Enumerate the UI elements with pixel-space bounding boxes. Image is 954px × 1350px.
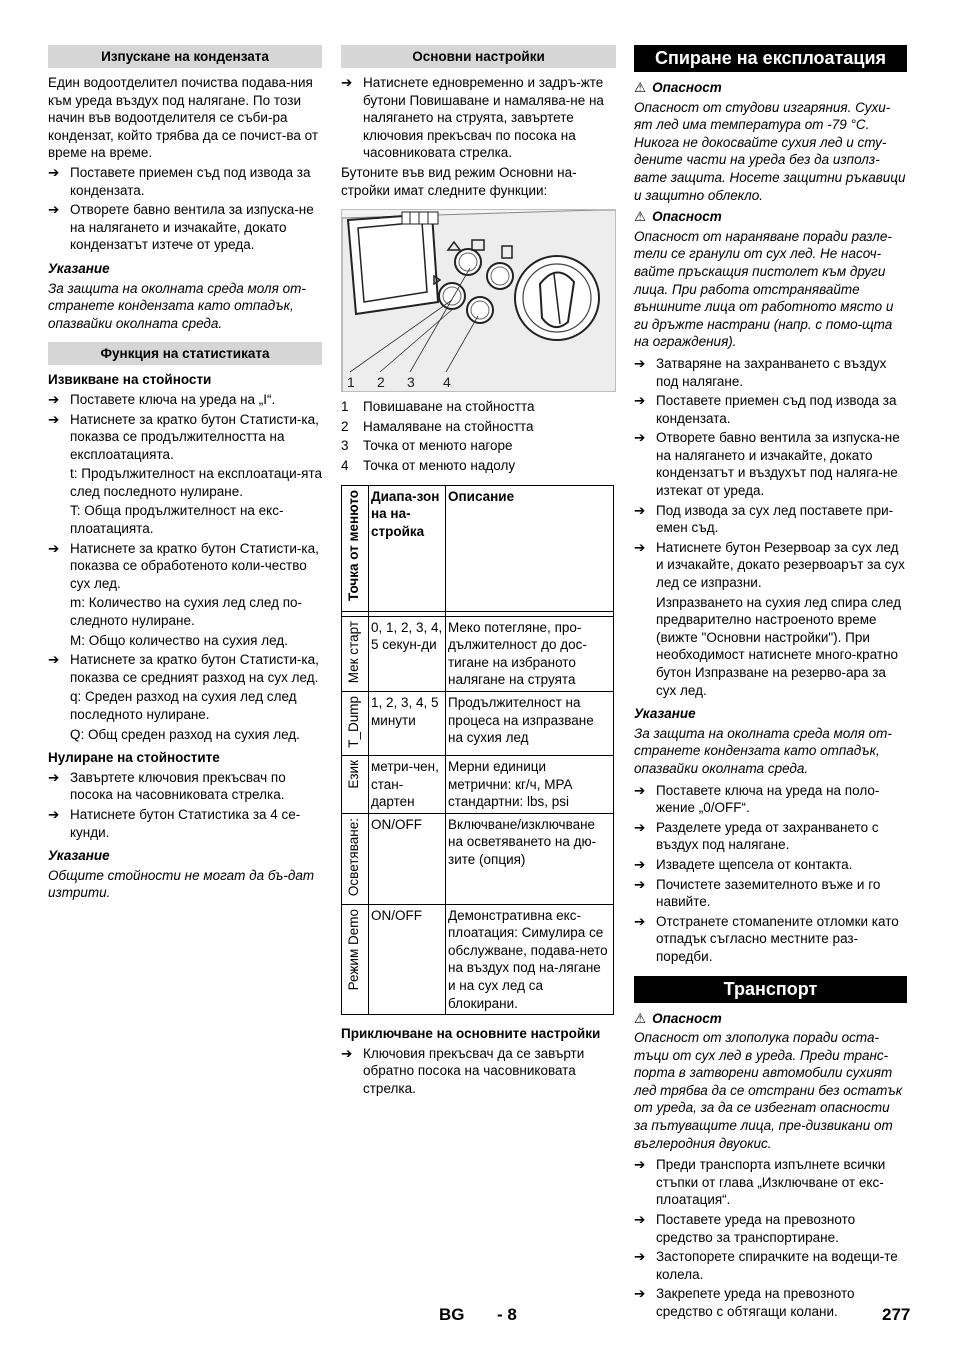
warning-triangle-icon: ⚠ <box>634 80 647 95</box>
value-explanation: Q: Общ среден разход на сухия лед. <box>70 726 300 742</box>
table-header-description: Описание <box>446 485 614 611</box>
legend-text: Точка от менюто нагоре <box>363 438 513 454</box>
value-explanation: M: Общо количество на сухия лед. <box>70 632 288 648</box>
note-title: Указание <box>48 848 110 864</box>
step-text: Почистете заземителното въже и го навийте. <box>656 876 881 910</box>
arrow-icon: ➔ <box>634 502 646 518</box>
callout-4: 4 <box>443 374 451 391</box>
menu-item-cell: Режим Demo <box>342 904 369 1015</box>
column-left <box>48 45 322 906</box>
arrow-icon: ➔ <box>634 1249 646 1265</box>
paragraph-buttons-intro: Бутоните във вид режим Основни на-стройки имат следните функции: <box>341 164 577 198</box>
step-text: Поставете ключа на уреда на „I“. <box>70 391 276 407</box>
arrow-icon: ➔ <box>634 856 646 872</box>
note-text: Общите стойности не могат да бъ-дат изтрити. <box>48 867 315 901</box>
legend-number: 1 <box>341 399 349 415</box>
arrow-icon: ➔ <box>634 1212 646 1228</box>
callout-2: 2 <box>377 374 385 391</box>
step-item <box>48 540 322 593</box>
warning-triangle-icon: ⚠ <box>634 209 647 225</box>
description-cell: Продължителност на процеса на изпразване на сухия лед <box>446 691 614 755</box>
section-heading-condensate: Изпускане на кондензата <box>48 45 322 68</box>
table-header-row <box>342 485 614 611</box>
menu-item-cell: Език <box>342 755 369 813</box>
step-item <box>48 806 322 841</box>
column-right <box>634 45 907 1323</box>
warning-text: Опасност от нараняване поради разле-тели се гранули от сух лед. Не насоч-вайте пръскащия пистолет към други лица. При работа отстранявайте външните лица от работното място и ги дръжте настрани (напр. с помо-щта на ограждения). <box>634 228 894 350</box>
step-text: Отворете бавно вентила за изпуска-не на налягането и изчакайте, докато кондензатът изтече от уреда. <box>70 202 314 253</box>
section-heading-shutdown: Спиране на експлоатация <box>634 45 907 72</box>
legend-text: Точка от менюто надолу <box>363 457 516 473</box>
step-text: Натиснете едновременно и задръ-жте бутони Повишаване и намалява-не на налягането на струята, завъртете ключовия прекъсвач по посока на часовниковата стрелка. <box>363 75 604 161</box>
step-item <box>634 876 907 911</box>
table-row <box>342 813 614 904</box>
arrow-icon: ➔ <box>634 819 646 835</box>
legend-text: Повишаване на стойността <box>363 399 535 415</box>
legend-item <box>341 437 616 455</box>
step-item <box>341 1045 616 1098</box>
note-title: Указание <box>48 260 110 276</box>
step-text: Натиснете бутон Статистика за 4 се-кунди. <box>70 806 301 840</box>
description-cell: Мерни единици метрични: кг/ч, MPA стандартни: lbs, psi <box>446 755 614 813</box>
figure-legend <box>341 398 616 474</box>
step-text: Под извода за сух лед поставете при-емен съд. <box>656 502 894 536</box>
legend-item <box>341 398 616 416</box>
arrow-icon: ➔ <box>634 913 646 929</box>
description-cell: Меко потегляне, про-дължителност до дос-тигане на избраното налягане на струята <box>446 616 614 691</box>
section-heading-basic-settings: Основни настройки <box>341 45 616 68</box>
step-item <box>634 1211 907 1246</box>
menu-item-cell: Осветяване: <box>342 813 369 904</box>
warning-title: ⚠ Опасност <box>634 80 722 95</box>
step-item <box>48 391 322 409</box>
step-text: Натиснете бутон Резервоар за сух лед и изчакайте, докато резервоарът за сух лед се изпразни. <box>656 539 905 591</box>
step-item <box>634 355 907 390</box>
table-header-menu-item: Точка от менюто <box>342 485 369 611</box>
step-text: Отстранете стомanените отломки като отпадък съгласно местните раз-поредби. <box>656 913 899 964</box>
arrow-icon: ➔ <box>634 539 646 555</box>
legend-item <box>341 418 616 436</box>
warning-title: ⚠ Опасност <box>634 209 722 225</box>
subheading-values: Извикване на стойности <box>48 372 212 388</box>
arrow-icon: ➔ <box>48 164 60 180</box>
range-cell: метри-чен, стан-дартен <box>369 755 446 813</box>
legend-number: 3 <box>341 438 349 454</box>
arrow-icon: ➔ <box>341 1045 353 1061</box>
arrow-icon: ➔ <box>634 782 646 798</box>
legend-item <box>341 457 616 475</box>
value-explanation: q: Среден разход на сухия лед след последното нулиране. <box>70 689 297 722</box>
table-row <box>342 616 614 691</box>
arrow-icon: ➔ <box>341 75 353 90</box>
description-cell: Включване/изключване на осветяването на дю-зите (опция) <box>446 813 614 904</box>
table-row <box>342 755 614 813</box>
step-text: Отворете бавно вентила за изпуска-не на налягането и изчакайте, докато кондензатът и въздухът под наляга-не изтекат от уреда. <box>656 430 900 499</box>
step-item <box>48 164 322 199</box>
table-header-range: Диапа-зон на на-стройка <box>369 485 446 611</box>
step-item <box>48 769 322 804</box>
step-text: Натиснете за кратко бутон Статисти-ка, показва се продължителността на експлоатацията. <box>70 411 319 462</box>
arrow-icon: ➔ <box>634 355 646 371</box>
step-text: Поставете ключа на уреда на поло-жение „0/OFF“. <box>656 782 880 816</box>
step-item <box>48 201 322 254</box>
control-panel-figure <box>341 209 616 392</box>
step-text: Ключовия прекъсвач да се завърти обратно посока на часовниковата стрелка. <box>363 1045 585 1097</box>
warning-triangle-icon: ⚠ <box>634 1010 647 1026</box>
control-panel-drawing <box>342 210 616 392</box>
subheading-reset: Нулиране на стойностите <box>48 750 220 766</box>
arrow-icon: ➔ <box>634 430 646 446</box>
arrow-icon: ➔ <box>48 202 60 218</box>
arrow-icon: ➔ <box>634 876 646 892</box>
footer-language: BG <box>439 1305 465 1324</box>
legend-number: 4 <box>341 457 349 473</box>
step-item <box>634 392 907 427</box>
step-text: Завъртете ключовия прекъсвач по посока на часовниковата стрелка. <box>70 769 286 803</box>
step-item <box>634 913 907 966</box>
range-cell: 1, 2, 3, 4, 5 минути <box>369 691 446 755</box>
arrow-icon: ➔ <box>634 393 646 409</box>
step-item <box>634 856 907 874</box>
arrow-icon: ➔ <box>48 806 60 822</box>
paragraph-condensate-intro: Един водоотделител почиства подава-ния към уреда въздух под налягане. По този начин във водоотделителя се съби-ра кондензат, който трябва да се почист-ва от време на време. <box>48 75 319 161</box>
subheading-end-settings: Приключване на основните настройки <box>341 1026 601 1042</box>
arrow-icon: ➔ <box>48 540 60 556</box>
section-heading-transport: Транспорт <box>634 976 907 1003</box>
step-item <box>48 411 322 464</box>
range-cell: 0, 1, 2, 3, 4, 5 секун-ди <box>369 616 446 691</box>
step-text: Закрепете уреда на превозното средство с обтягащи колани. <box>656 1286 855 1319</box>
step-text: Затваряне на захранването с въздух под налягане. <box>656 355 887 389</box>
note-title: Указание <box>634 706 696 722</box>
step-text: Поставете приемен съд под извода за кондензата. <box>70 164 311 198</box>
step-text: Застопорете спирачките на водещи-те колела. <box>656 1249 898 1282</box>
arrow-icon: ➔ <box>48 769 60 785</box>
arrow-icon: ➔ <box>634 1157 646 1173</box>
arrow-icon: ➔ <box>48 391 60 407</box>
step-item <box>48 651 322 686</box>
section-heading-statistics: Функция на статистиката <box>48 342 322 365</box>
menu-item-cell: Мек старт <box>342 616 369 691</box>
step-text: Натиснете за кратко бутон Статисти-ка, показва се обработеното коли-чество сух лед. <box>70 540 319 591</box>
arrow-icon: ➔ <box>48 411 60 427</box>
warning-title: ⚠ Опасност <box>634 1010 722 1026</box>
callout-1: 1 <box>347 374 355 391</box>
value-explanation: T: Обща продължителност на екс-плоатацията. <box>70 503 284 537</box>
settings-table <box>341 485 614 1016</box>
footer-page-local: - 8 <box>497 1305 517 1324</box>
legend-number: 2 <box>341 418 349 434</box>
description-cell: Демонстративна екс-плоатация: Симулира се обслужване, подава-нето на въздух под на-лягане и на сух лед са блокирани. <box>446 904 614 1015</box>
footer-page-number: 277 <box>882 1305 911 1324</box>
step-text: Поставете уреда на превозното средство за транспортиране. <box>656 1212 856 1245</box>
note-text: За защита на околната среда моля от-странете кондензата като отпадък, опазвайки околната среда. <box>48 280 306 331</box>
step-item <box>634 1248 907 1283</box>
step-text: Преди транспорта изпълнете всички стъпки от глава „Изключване от екс-плоатация“. <box>656 1157 886 1208</box>
menu-item-cell: T_Dump <box>342 691 369 755</box>
warning-text: Опасност от студови изгаряния. Сухи-ят лед има температура от -79 °C. Никога не докосвайте сухия лед и сту-дените части на уреда без да използ-вате защита. Носете защитни ръкавици и защитно облекло. <box>634 99 906 203</box>
legend-text: Намаляване на стойността <box>363 418 534 434</box>
arrow-icon: ➔ <box>48 652 60 668</box>
step-item <box>634 502 907 537</box>
step-item <box>634 429 907 499</box>
warning-text: Опасност от злополука поради оста-тъци от сух лед в уреда. Преди транс-порта в затворени автомобили сухият лед трябва да се отстрани без остатък от уреда, за да се избегнат опасности за пътуващите лица, пре-дизвикани от въглеродния двуокис. <box>634 1030 903 1151</box>
value-explanation: m: Количество на сухия лед след по-следното нулиране. <box>70 595 303 629</box>
step-item <box>634 1285 907 1320</box>
step-text: Поставете приемен съд под извода за кондензата. <box>656 393 897 426</box>
range-cell: ON/OFF <box>369 904 446 1015</box>
table-row <box>342 904 614 1015</box>
step-followup-text: Изпразването на сухия лед спира след предварително настроеното време (вижте "Основни настройки"). При необходимост натиснете много-кратно бутон Изпразване на резерво-ара за сух лед. <box>656 594 901 698</box>
step-item <box>634 819 907 854</box>
note-text: За защита на околната среда моля от-странете кондензата като отпадък, опазвайки околната среда. <box>634 725 892 776</box>
step-item <box>634 539 907 592</box>
table-row <box>342 691 614 755</box>
step-item <box>634 1156 907 1209</box>
step-item <box>634 782 907 817</box>
arrow-icon: ➔ <box>634 1286 646 1302</box>
step-text: Извадете щепсела от контакта. <box>656 856 853 872</box>
step-item <box>341 74 616 162</box>
range-cell: ON/OFF <box>369 813 446 904</box>
value-explanation: t: Продължителност на експлоатаци-ята след последното нулиране. <box>70 466 323 499</box>
column-middle <box>341 45 616 1100</box>
callout-3: 3 <box>407 374 415 391</box>
step-text: Разделете уреда от захранването с въздух под налягане. <box>656 819 879 853</box>
step-text: Натиснете за кратко бутон Статисти-ка, показва се средният разход на сух лед. <box>70 652 319 685</box>
